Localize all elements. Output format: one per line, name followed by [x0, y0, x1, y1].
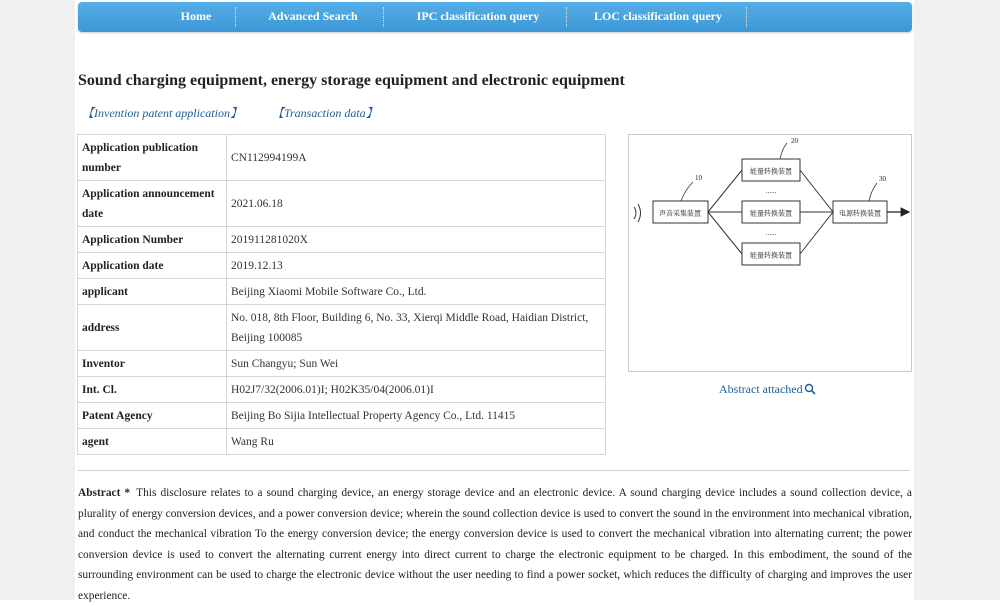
- field-label: address: [78, 305, 227, 351]
- table-row: [78, 135, 606, 181]
- table-row: [78, 279, 606, 305]
- field-label: Application Number: [78, 227, 227, 253]
- nav-separator: [746, 7, 748, 27]
- energy-conversion-label: 能量转换装置: [750, 251, 792, 260]
- magnifier-icon: [804, 383, 816, 395]
- field-value: CN112994199A: [227, 135, 606, 181]
- page-title: Sound charging equipment, energy storage equipment and electronic equipment: [78, 72, 625, 89]
- field-value: 201911281020X: [227, 227, 606, 253]
- table-row: [78, 377, 606, 403]
- nav-separator: [383, 7, 385, 27]
- transaction-data-link[interactable]: 【Transaction data】: [272, 106, 378, 120]
- power-conversion-label: 电源转换装置: [839, 209, 881, 218]
- field-label: Patent Agency: [78, 403, 227, 429]
- ref-label-10: 10: [695, 174, 702, 182]
- section-divider: [78, 470, 910, 471]
- field-label: applicant: [78, 279, 227, 305]
- field-value: Sun Changyu; Sun Wei: [227, 351, 606, 377]
- field-value: No. 018, 8th Floor, Building 6, No. 33, Xierqi Middle Road, Haidian District, Beijing 100085: [227, 305, 606, 351]
- abstract-attached-link[interactable]: [719, 382, 816, 397]
- abstract-label: Abstract *: [78, 487, 131, 499]
- table-row: [78, 181, 606, 227]
- energy-conversion-label: 能量转换装置: [750, 209, 792, 218]
- figure-diagram: [629, 135, 911, 371]
- page-side-margin-left: [0, 0, 75, 600]
- field-value: Beijing Bo Sijia Intellectual Property Agency Co., Ltd. 11415: [227, 403, 606, 429]
- patent-info-table: [77, 134, 606, 455]
- top-nav-bar: [78, 2, 912, 32]
- field-label: Application date: [78, 253, 227, 279]
- sound-wave-icon: [634, 204, 641, 222]
- abstract-text: This disclosure relates to a sound charging device, an energy storage device and an electronic device. A sound charging device includes a sound collection device, a plurality of energy conversion devices, and a power conversion device; wherein the sound collection device is used to convert the sound in the environment into mechanical vibration, and conduct the mechanical vibration To the energy conversion device; the energy conversion device is used to convert the mechanical vibration into alternating current; the power conversion device is used to convert the alternating current energy into direct current to charge the electronic equipment to be charged. In this embodiment, the sound of the surrounding environment can be used to charge the electronic device without the user needing to find a power socket, which reduces the difficulty of charging and improves the user experience.: [78, 487, 912, 602]
- table-row: [78, 227, 606, 253]
- nav-separator: [566, 7, 568, 27]
- nav-loc-query[interactable]: LOC classification query: [594, 9, 722, 23]
- field-label: Application announcement date: [78, 181, 227, 227]
- field-label: Application publication number: [78, 135, 227, 181]
- field-label: agent: [78, 429, 227, 455]
- nav-ipc-query[interactable]: IPC classification query: [416, 9, 540, 23]
- ellipsis-mark: ......: [765, 229, 777, 237]
- field-label: Int. Cl.: [78, 377, 227, 403]
- table-row: [78, 253, 606, 279]
- nav-home[interactable]: Home: [180, 9, 212, 23]
- abstract-figure[interactable]: [628, 134, 912, 372]
- energy-conversion-label: 能量转换装置: [750, 167, 792, 176]
- table-row: [78, 403, 606, 429]
- ref-label-20: 20: [791, 137, 798, 145]
- page-side-margin-right: [914, 0, 1000, 600]
- ellipsis-mark: ......: [765, 187, 777, 195]
- ref-label-30: 30: [879, 175, 886, 183]
- nav-separator: [235, 7, 237, 27]
- table-row: [78, 351, 606, 377]
- nav-advanced-search[interactable]: Advanced Search: [268, 9, 358, 23]
- field-value: 2019.12.13: [227, 253, 606, 279]
- field-value: Wang Ru: [227, 429, 606, 455]
- abstract-attached-label: Abstract attached: [719, 382, 803, 396]
- abstract-section: [78, 483, 912, 606]
- invention-patent-link[interactable]: 【Invention patent application】: [82, 106, 242, 120]
- table-row: [78, 305, 606, 351]
- field-value: 2021.06.18: [227, 181, 606, 227]
- table-row: [78, 429, 606, 455]
- sound-collection-label: 声音采集装置: [659, 209, 701, 218]
- field-value: Beijing Xiaomi Mobile Software Co., Ltd.: [227, 279, 606, 305]
- field-value: H02J7/32(2006.01)I; H02K35/04(2006.01)I: [227, 377, 606, 403]
- field-label: Inventor: [78, 351, 227, 377]
